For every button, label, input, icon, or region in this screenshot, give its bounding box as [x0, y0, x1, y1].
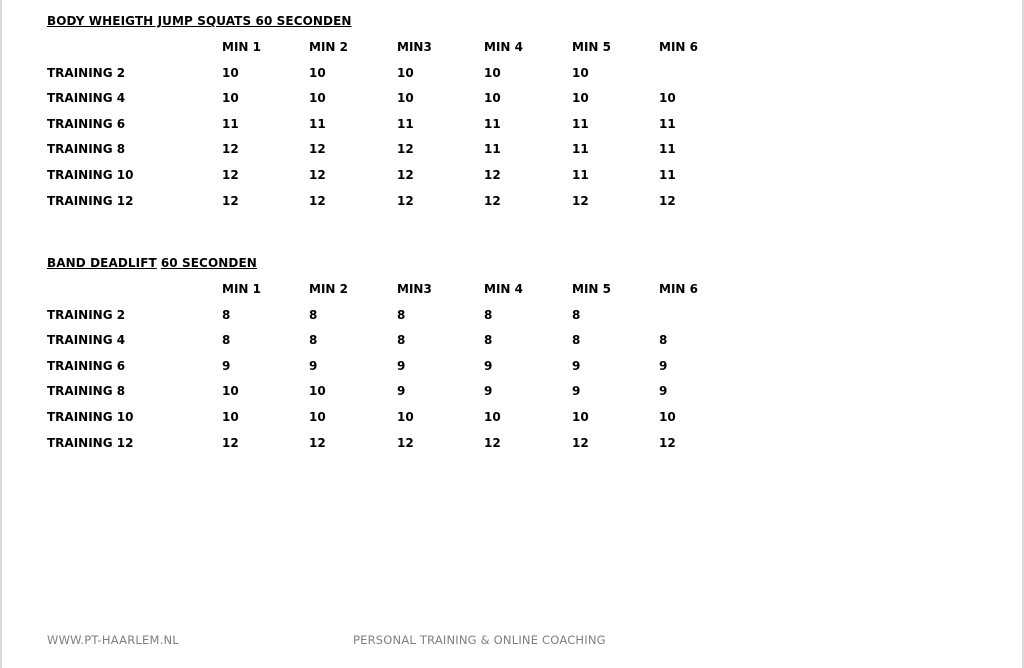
table-cell: 10 [397, 409, 414, 424]
table-cell: 8 [572, 307, 581, 322]
table-cell: 10 [309, 91, 326, 106]
row-label: TRAINING 2 [47, 307, 126, 322]
column-header: MIN 1 [222, 282, 261, 296]
table-cell: 12 [222, 435, 239, 450]
row-label: TRAINING 6 [47, 116, 126, 131]
table-cell: 11 [484, 116, 501, 131]
row-label: TRAINING 12 [47, 435, 134, 450]
table-cell: 9 [222, 358, 231, 373]
table-cell: 10 [659, 409, 676, 424]
footer-website: WWW.PT-HAARLEM.NL [47, 633, 179, 647]
table-cell: 8 [397, 307, 406, 322]
row-label: TRAINING 4 [47, 333, 126, 348]
row-label: TRAINING 6 [47, 358, 126, 373]
row-label: TRAINING 2 [47, 65, 126, 80]
table-cell: 10 [309, 65, 326, 80]
column-header: MIN 6 [659, 40, 698, 54]
column-header: MIN 2 [309, 40, 348, 54]
table-cell: 8 [309, 333, 318, 348]
table-cell: 9 [659, 358, 668, 373]
table-cell: 9 [309, 358, 318, 373]
table-cell: 9 [659, 384, 668, 399]
row-label: TRAINING 10 [47, 167, 134, 182]
table-cell: 9 [572, 358, 581, 373]
column-header: MIN3 [397, 40, 432, 54]
table-cell: 12 [484, 167, 501, 182]
table-cell: 10 [572, 91, 589, 106]
table-cell: 12 [309, 142, 326, 157]
table-cell: 12 [397, 435, 414, 450]
column-header: MIN 5 [572, 40, 611, 54]
table-cell: 10 [222, 384, 239, 399]
table-cell: 12 [659, 435, 676, 450]
table-cell: 11 [659, 142, 676, 157]
table-cell: 12 [572, 435, 589, 450]
table-cell: 11 [572, 142, 589, 157]
table-cell: 10 [397, 91, 414, 106]
table-cell: 12 [309, 167, 326, 182]
table-cell: 11 [222, 116, 239, 131]
row-label: TRAINING 10 [47, 409, 134, 424]
table-cell: 10 [309, 409, 326, 424]
table-cell: 10 [572, 65, 589, 80]
column-header: MIN 6 [659, 282, 698, 296]
column-header: MIN3 [397, 282, 432, 296]
table-cell: 10 [222, 409, 239, 424]
row-label: TRAINING 8 [47, 384, 126, 399]
table-cell: 11 [572, 167, 589, 182]
table-cell: 12 [309, 193, 326, 208]
section-title-part1: BAND DEADLIFT [47, 256, 157, 270]
table-cell: 10 [572, 409, 589, 424]
table-cell: 10 [397, 65, 414, 80]
table-cell: 12 [484, 193, 501, 208]
table-cell: 12 [222, 193, 239, 208]
column-header: MIN 4 [484, 282, 523, 296]
column-header: MIN 5 [572, 282, 611, 296]
table-cell: 8 [309, 307, 318, 322]
section-title-part2: 60 SECONDEN [160, 256, 257, 270]
table-cell: 8 [397, 333, 406, 348]
table-cell: 12 [222, 167, 239, 182]
table-cell: 11 [397, 116, 414, 131]
table-cell: 8 [484, 333, 493, 348]
table-cell: 9 [484, 358, 493, 373]
section-title-band-deadlift [47, 256, 257, 270]
section-title-jump-squats [47, 14, 352, 28]
table-cell: 12 [222, 142, 239, 157]
table-cell: 10 [484, 91, 501, 106]
row-label: TRAINING 4 [47, 91, 126, 106]
table-cell: 12 [484, 435, 501, 450]
table-cell: 12 [659, 193, 676, 208]
table-cell: 10 [309, 384, 326, 399]
table-cell: 10 [659, 91, 676, 106]
table-cell: 11 [659, 167, 676, 182]
table-cell: 8 [222, 333, 231, 348]
table-cell: 9 [397, 358, 406, 373]
column-header: MIN 4 [484, 40, 523, 54]
table-cell: 11 [309, 116, 326, 131]
table-cell: 12 [397, 167, 414, 182]
section-title-text: BODY WHEIGTH JUMP SQUATS 60 SECONDEN [47, 14, 352, 28]
row-label: TRAINING 12 [47, 193, 134, 208]
table-cell: 8 [572, 333, 581, 348]
column-header: MIN 1 [222, 40, 261, 54]
table-cell: 9 [397, 384, 406, 399]
table-cell: 9 [572, 384, 581, 399]
table-cell: 12 [309, 435, 326, 450]
column-header: MIN 2 [309, 282, 348, 296]
table-cell: 11 [572, 116, 589, 131]
table-cell: 11 [659, 116, 676, 131]
table-cell: 12 [397, 193, 414, 208]
table-cell: 10 [222, 65, 239, 80]
table-cell: 12 [572, 193, 589, 208]
table-cell: 9 [484, 384, 493, 399]
table-cell: 11 [484, 142, 501, 157]
row-label: TRAINING 8 [47, 142, 126, 157]
table-cell: 12 [397, 142, 414, 157]
table-cell: 10 [484, 65, 501, 80]
footer-tagline: PERSONAL TRAINING & ONLINE COACHING [353, 633, 606, 647]
table-cell: 8 [484, 307, 493, 322]
table-cell: 10 [222, 91, 239, 106]
table-cell: 8 [659, 333, 668, 348]
table-cell: 10 [484, 409, 501, 424]
table-cell: 8 [222, 307, 231, 322]
